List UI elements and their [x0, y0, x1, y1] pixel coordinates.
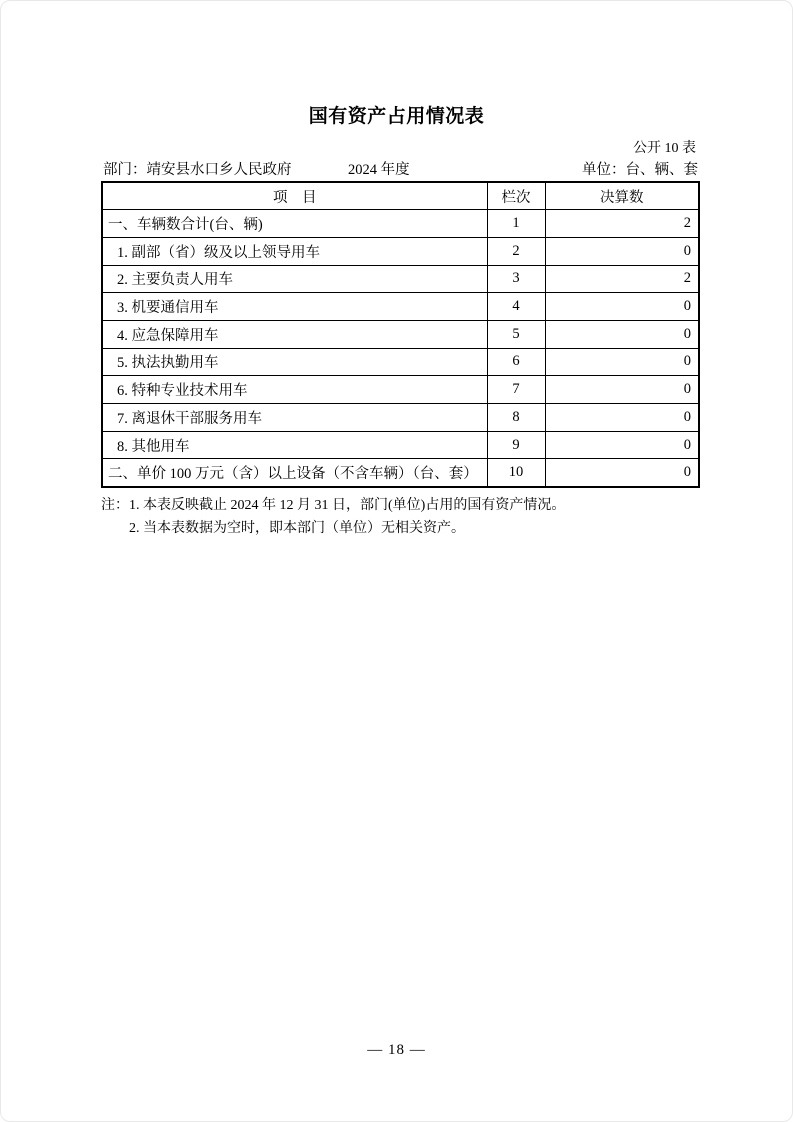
table-row-other-vehicle	[102, 431, 699, 459]
row-column-no: 1	[487, 210, 545, 238]
row-column-no: 3	[487, 265, 545, 293]
row-column-no: 5	[487, 320, 545, 348]
row-value: 0	[545, 237, 699, 265]
unit-label: 单位：台、辆、套	[582, 162, 698, 178]
row-item-label: 4. 应急保障用车	[102, 320, 487, 348]
row-item-label: 5. 执法执勤用车	[102, 348, 487, 376]
row-column-no: 2	[487, 237, 545, 265]
note-line-1: 注：1. 本表反映截止 2024 年 12 月 31 日，部门(单位)占用的国有资产情况。	[101, 498, 566, 513]
table-row-principal-vehicle	[102, 265, 699, 293]
row-item-label: 二、单价 100 万元（含）以上设备（不含车辆）（台、套）	[102, 459, 487, 487]
fiscal-year-label: 2024 年度	[348, 162, 410, 178]
row-item-label: 3. 机要通信用车	[102, 293, 487, 321]
page-number: — 18 —	[367, 1042, 426, 1058]
row-value: 2	[545, 265, 699, 293]
table-row-leader-vehicle	[102, 237, 699, 265]
row-column-no: 6	[487, 348, 545, 376]
department-label: 部门：靖安县水口乡人民政府	[103, 162, 292, 178]
asset-table	[101, 181, 700, 488]
table-header-row	[102, 182, 699, 210]
row-item-label: 一、车辆数合计(台、辆)	[102, 210, 487, 238]
table-row-vehicle-total	[102, 210, 699, 238]
row-item-label: 2. 主要负责人用车	[102, 265, 487, 293]
row-column-no: 10	[487, 459, 545, 487]
table-row-emergency-vehicle	[102, 320, 699, 348]
row-value: 0	[545, 459, 699, 487]
page-title: 国有资产占用情况表	[308, 106, 485, 127]
row-item-label: 6. 特种专业技术用车	[102, 376, 487, 404]
row-value: 0	[545, 404, 699, 432]
row-column-no: 8	[487, 404, 545, 432]
table-code: 公开 10 表	[633, 141, 696, 156]
table-row-retired-cadre-vehicle	[102, 404, 699, 432]
row-value: 0	[545, 431, 699, 459]
row-value: 0	[545, 376, 699, 404]
row-value: 0	[545, 320, 699, 348]
table-row-equipment-over-1m	[102, 459, 699, 487]
column-header-item: 项 目	[102, 182, 487, 210]
row-item-label: 1. 副部（省）级及以上领导用车	[102, 237, 487, 265]
column-header-column-no: 栏次	[487, 182, 545, 210]
column-header-final-amount: 决算数	[545, 182, 699, 210]
row-value: 0	[545, 293, 699, 321]
notes	[101, 495, 565, 540]
row-column-no: 7	[487, 376, 545, 404]
meta-row	[101, 158, 698, 178]
table-row-law-enforcement-vehicle	[102, 348, 699, 376]
row-item-label: 8. 其他用车	[102, 431, 487, 459]
row-value: 0	[545, 348, 699, 376]
row-column-no: 9	[487, 431, 545, 459]
row-item-label: 7. 离退休干部服务用车	[102, 404, 487, 432]
table-row-confidential-comm-vehicle	[102, 293, 699, 321]
table-row-special-technical-vehicle	[102, 376, 699, 404]
note-line-2: 2. 当本表数据为空时，即本部门（单位）无相关资产。	[129, 520, 465, 536]
row-column-no: 4	[487, 293, 545, 321]
row-value: 2	[545, 210, 699, 238]
